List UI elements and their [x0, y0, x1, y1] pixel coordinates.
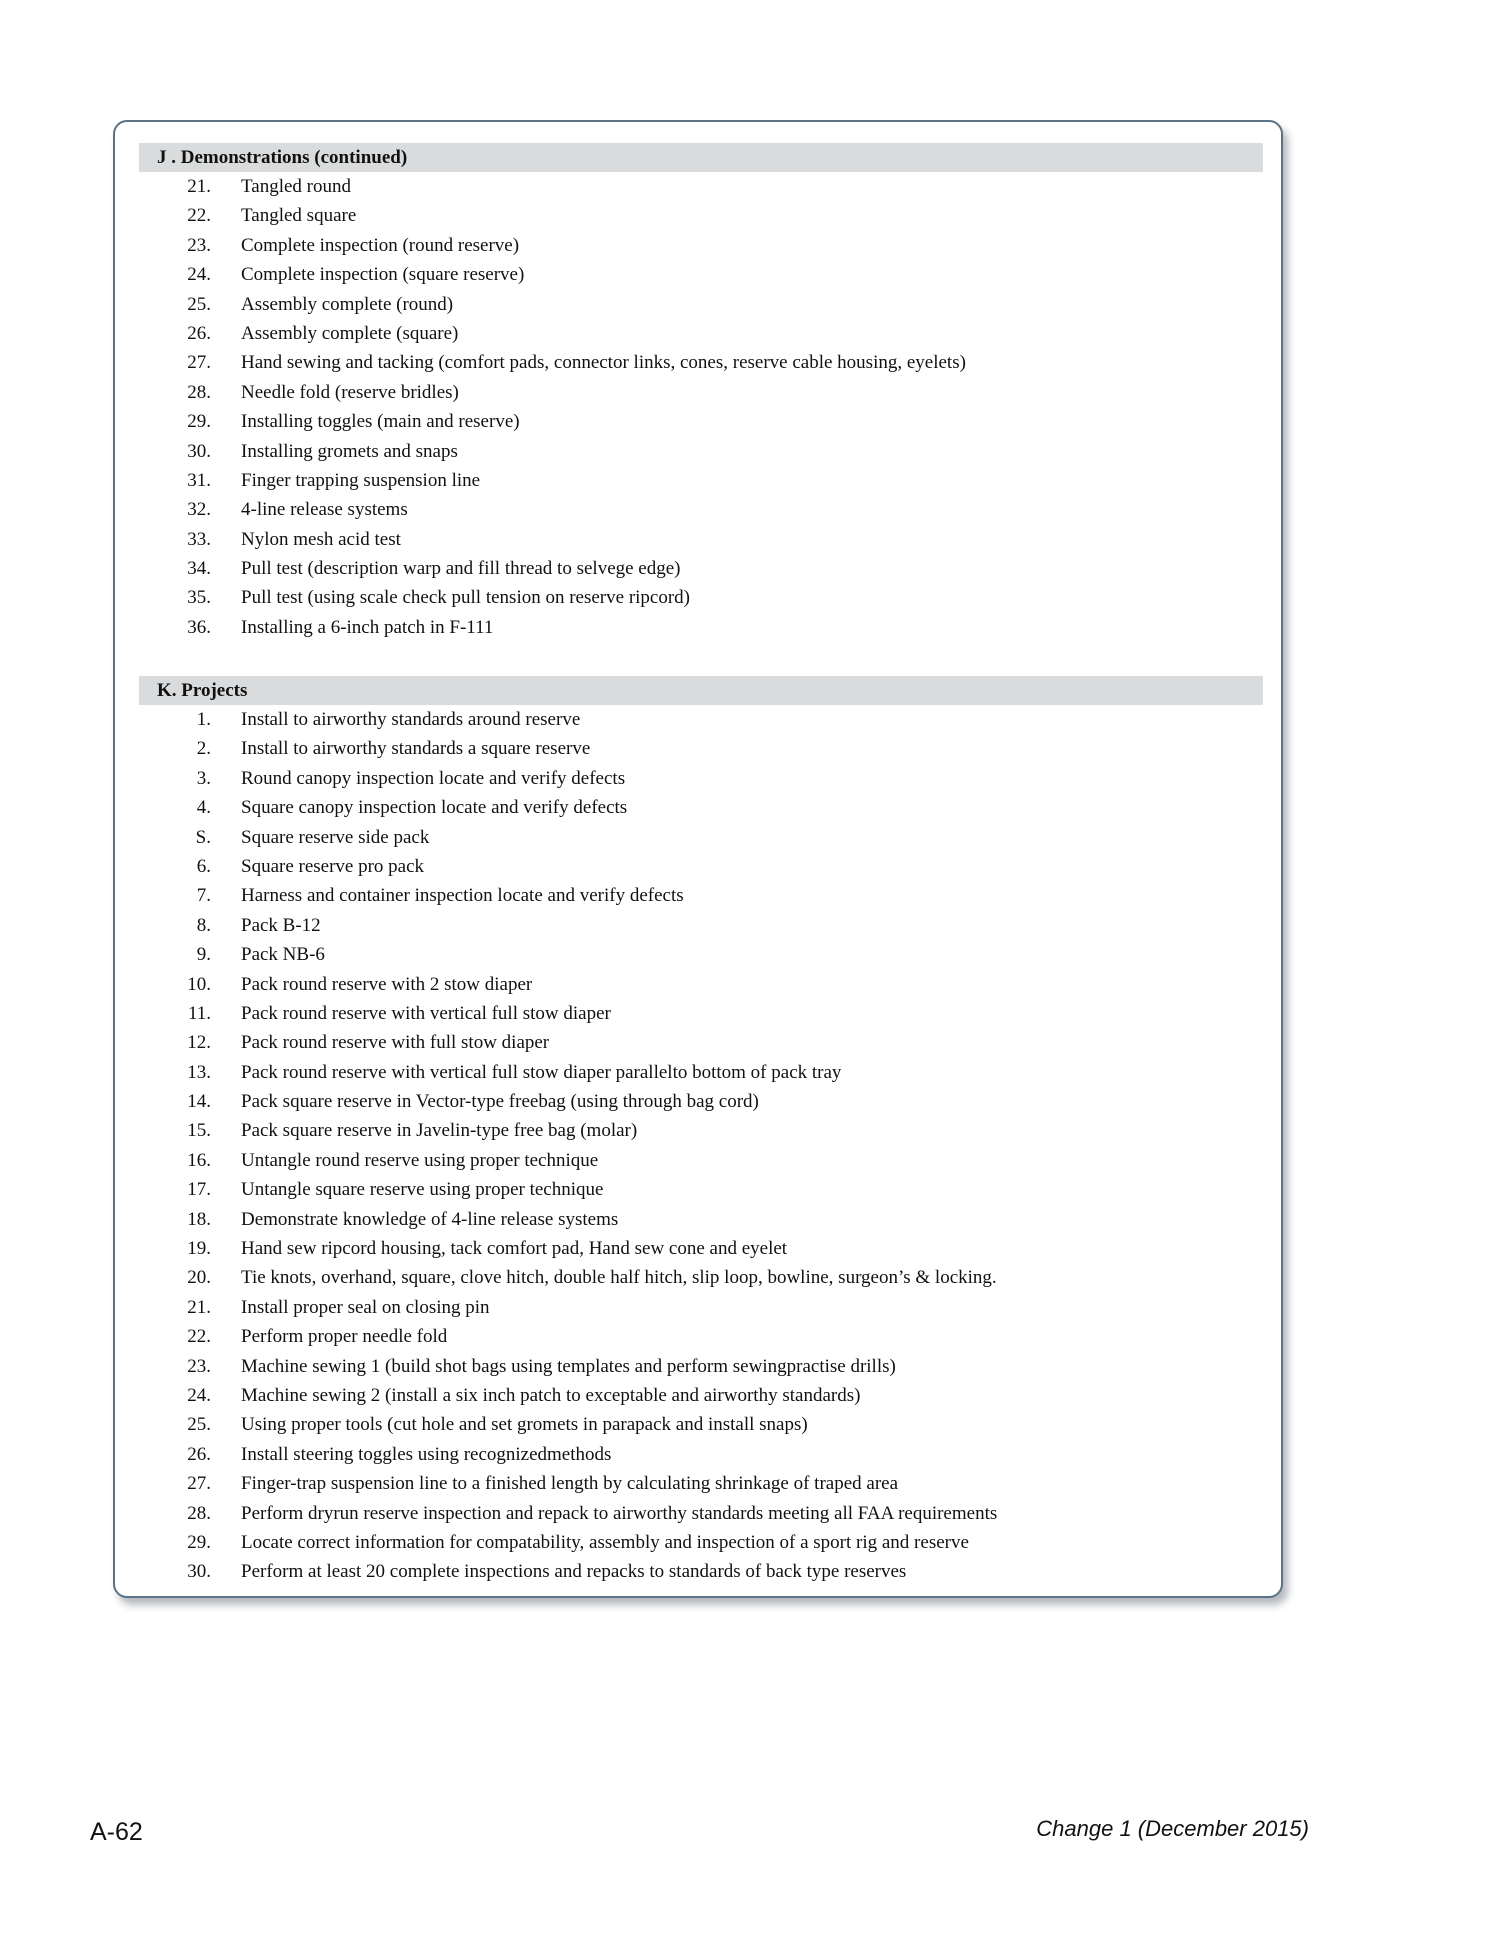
list-item: [115, 911, 1215, 940]
list-item: [115, 881, 1215, 910]
item-text: Install steering toggles using recognizedmethods: [241, 1443, 612, 1465]
item-text: Round canopy inspection locate and verify defects: [241, 767, 626, 789]
item-text: Using proper tools (cut hole and set gromets in parapack and install snaps): [241, 1414, 808, 1436]
item-text: Installing gromets and snaps: [241, 440, 458, 462]
item-number: 13.: [187, 1061, 211, 1083]
item-text: Complete inspection (round reserve): [241, 234, 520, 256]
section-header-projects: K. Projects: [139, 676, 1263, 705]
list-item: [115, 290, 1215, 319]
item-number: 12.: [187, 1032, 211, 1054]
item-text: Perform dryrun reserve inspection and repack to airworthy standards meeting all FAA requirements: [241, 1502, 998, 1524]
list-item: [115, 852, 1215, 881]
item-text: Nylon mesh acid test: [241, 528, 401, 550]
item-number: 20.: [187, 1267, 211, 1289]
list-item: [115, 525, 1215, 554]
list-item: [115, 1205, 1215, 1234]
item-text: Needle fold (reserve bridles): [241, 381, 459, 403]
item-number: 6.: [196, 855, 211, 877]
list-item: [115, 1499, 1215, 1528]
item-text: Tangled square: [241, 205, 357, 227]
list-item: [115, 1058, 1215, 1087]
item-number: 15.: [187, 1120, 211, 1142]
list-item: [115, 319, 1215, 348]
item-text: Assembly complete (round): [241, 293, 454, 315]
item-text: Perform proper needle fold: [241, 1326, 448, 1348]
list-item: [115, 1263, 1215, 1292]
item-number: 17.: [187, 1179, 211, 1201]
list-item: [115, 734, 1215, 763]
list-item: [115, 764, 1215, 793]
item-number: 16.: [187, 1149, 211, 1171]
item-number: 14.: [187, 1091, 211, 1113]
change-note: Change 1 (December 2015): [1036, 1816, 1309, 1841]
item-text: Locate correct information for compatability, assembly and inspection of a sport rig and reserve: [241, 1531, 969, 1553]
item-number: 11.: [187, 1002, 211, 1024]
item-text: Tangled round: [241, 176, 352, 197]
item-text: Installing a 6-inch patch in F-111: [241, 616, 494, 638]
list-item: [115, 348, 1215, 377]
list-item: [115, 1528, 1215, 1557]
item-text: Installing toggles (main and reserve): [241, 411, 520, 433]
item-text: Pack round reserve with 2 stow diaper: [241, 973, 533, 995]
item-number: 24.: [187, 264, 211, 286]
item-number: 25.: [187, 293, 211, 315]
list-item: [115, 1293, 1215, 1322]
list-item: [115, 1557, 1215, 1586]
item-number: 30.: [187, 1561, 211, 1583]
item-text: Hand sewing and tacking (comfort pads, connector links, cones, reserve cable housing, eyelets): [241, 352, 966, 374]
list-item: [115, 172, 1215, 201]
item-text: Assembly complete (square): [241, 322, 459, 344]
list-item: [115, 705, 1215, 734]
item-number: 18.: [187, 1208, 211, 1230]
item-text: Install to airworthy standards around reserve: [241, 709, 581, 730]
list-item: [115, 1322, 1215, 1351]
item-text: Machine sewing 1 (build shot bags using templates and perform sewingpractise drills): [241, 1355, 896, 1377]
list-item: [115, 1410, 1215, 1439]
item-number: 22.: [187, 1326, 211, 1348]
item-text: Finger-trap suspension line to a finished length by calculating shrinkage of traped area: [241, 1473, 899, 1495]
item-text: Pack square reserve in Vector-type freebag (using through bag cord): [241, 1091, 759, 1113]
list-item: [115, 466, 1215, 495]
item-text: Machine sewing 2 (install a six inch patch to exceptable and airworthy standards): [241, 1384, 861, 1406]
item-number: 19.: [187, 1238, 211, 1260]
item-number: 26.: [187, 1443, 211, 1465]
item-text: Pull test (description warp and fill thread to selvege edge): [241, 558, 681, 580]
item-number: 28.: [187, 1502, 211, 1524]
section-header-demonstrations: J . Demonstrations (continued): [139, 143, 1263, 172]
item-number: 2.: [196, 738, 211, 760]
item-number: 4.: [196, 797, 211, 819]
list-item: [115, 1234, 1215, 1263]
item-number: 21.: [187, 176, 211, 197]
item-number: 33.: [187, 528, 211, 550]
item-text: Pack round reserve with full stow diaper: [241, 1032, 550, 1054]
item-text: Pack NB-6: [241, 944, 325, 966]
item-number: 27.: [187, 1473, 211, 1495]
item-text: Untangle round reserve using proper technique: [241, 1149, 599, 1171]
item-number: 36.: [187, 616, 211, 638]
list-item: [115, 940, 1215, 969]
item-number: S.: [195, 826, 211, 848]
item-number: 28.: [187, 381, 211, 403]
item-number: 9.: [196, 944, 211, 966]
list-item: [115, 260, 1215, 289]
list-item: [115, 583, 1215, 612]
list-item: [115, 231, 1215, 260]
item-number: 23.: [187, 1355, 211, 1377]
projects-list: [115, 705, 1215, 1587]
item-text: Untangle square reserve using proper technique: [241, 1179, 604, 1201]
list-item: [115, 407, 1215, 436]
list-item: [115, 823, 1215, 852]
list-item: [115, 1440, 1215, 1469]
list-item: [115, 999, 1215, 1028]
item-number: 30.: [187, 440, 211, 462]
item-number: 21.: [187, 1296, 211, 1318]
demonstrations-list: [115, 172, 1215, 642]
page-number: A-62: [90, 1818, 143, 1846]
item-text: Demonstrate knowledge of 4-line release systems: [241, 1208, 619, 1230]
item-number: 34.: [187, 558, 211, 580]
item-text: Install to airworthy standards a square reserve: [241, 738, 591, 760]
list-item: [115, 554, 1215, 583]
item-number: 10.: [187, 973, 211, 995]
item-number: 29.: [187, 411, 211, 433]
list-item: [115, 970, 1215, 999]
item-text: Square reserve side pack: [241, 826, 430, 848]
item-number: 22.: [187, 205, 211, 227]
item-text: Install proper seal on closing pin: [241, 1296, 490, 1318]
item-text: Square canopy inspection locate and verify defects: [241, 797, 628, 819]
list-item: [115, 201, 1215, 230]
list-item: [115, 1028, 1215, 1057]
list-item: [115, 1146, 1215, 1175]
item-text: Pack square reserve in Javelin-type free bag (molar): [241, 1120, 638, 1142]
item-text: Harness and container inspection locate and verify defects: [241, 885, 684, 907]
item-text: 4-line release systems: [241, 499, 408, 521]
item-number: 32.: [187, 499, 211, 521]
list-item: [115, 1116, 1215, 1145]
item-number: 7.: [196, 885, 211, 907]
content-box: [113, 120, 1283, 1598]
item-text: Square reserve pro pack: [241, 855, 425, 877]
list-item: [115, 495, 1215, 524]
list-item: [115, 378, 1215, 407]
list-item: [115, 1352, 1215, 1381]
list-item: [115, 1381, 1215, 1410]
item-text: Hand sew ripcord housing, tack comfort pad, Hand sew cone and eyelet: [241, 1238, 788, 1260]
item-text: Pack round reserve with vertical full stow diaper: [241, 1002, 611, 1024]
item-number: 25.: [187, 1414, 211, 1436]
item-text: Pull test (using scale check pull tension on reserve ripcord): [241, 587, 691, 609]
list-item: [115, 1469, 1215, 1498]
item-number: 1.: [196, 709, 211, 730]
item-number: 31.: [187, 469, 211, 491]
item-text: Perform at least 20 complete inspections and repacks to standards of back type reserves: [241, 1561, 907, 1583]
item-number: 23.: [187, 234, 211, 256]
list-item: [115, 1175, 1215, 1204]
item-number: 8.: [196, 914, 211, 936]
item-number: 29.: [187, 1531, 211, 1553]
item-text: Pack round reserve with vertical full stow diaper parallelto bottom of pack tray: [241, 1061, 842, 1083]
list-item: [115, 793, 1215, 822]
item-number: 35.: [187, 587, 211, 609]
item-text: Pack B-12: [241, 914, 321, 936]
item-number: 26.: [187, 322, 211, 344]
item-number: 24.: [187, 1384, 211, 1406]
item-text: Tie knots, overhand, square, clove hitch, double half hitch, slip loop, bowline, surgeon’s & locking.: [241, 1267, 997, 1289]
item-number: 27.: [187, 352, 211, 374]
list-item: [115, 1087, 1215, 1116]
item-number: 3.: [196, 767, 211, 789]
list-item: [115, 437, 1215, 466]
item-text: Complete inspection (square reserve): [241, 264, 525, 286]
list-item: [115, 613, 1215, 642]
item-text: Finger trapping suspension line: [241, 469, 481, 491]
